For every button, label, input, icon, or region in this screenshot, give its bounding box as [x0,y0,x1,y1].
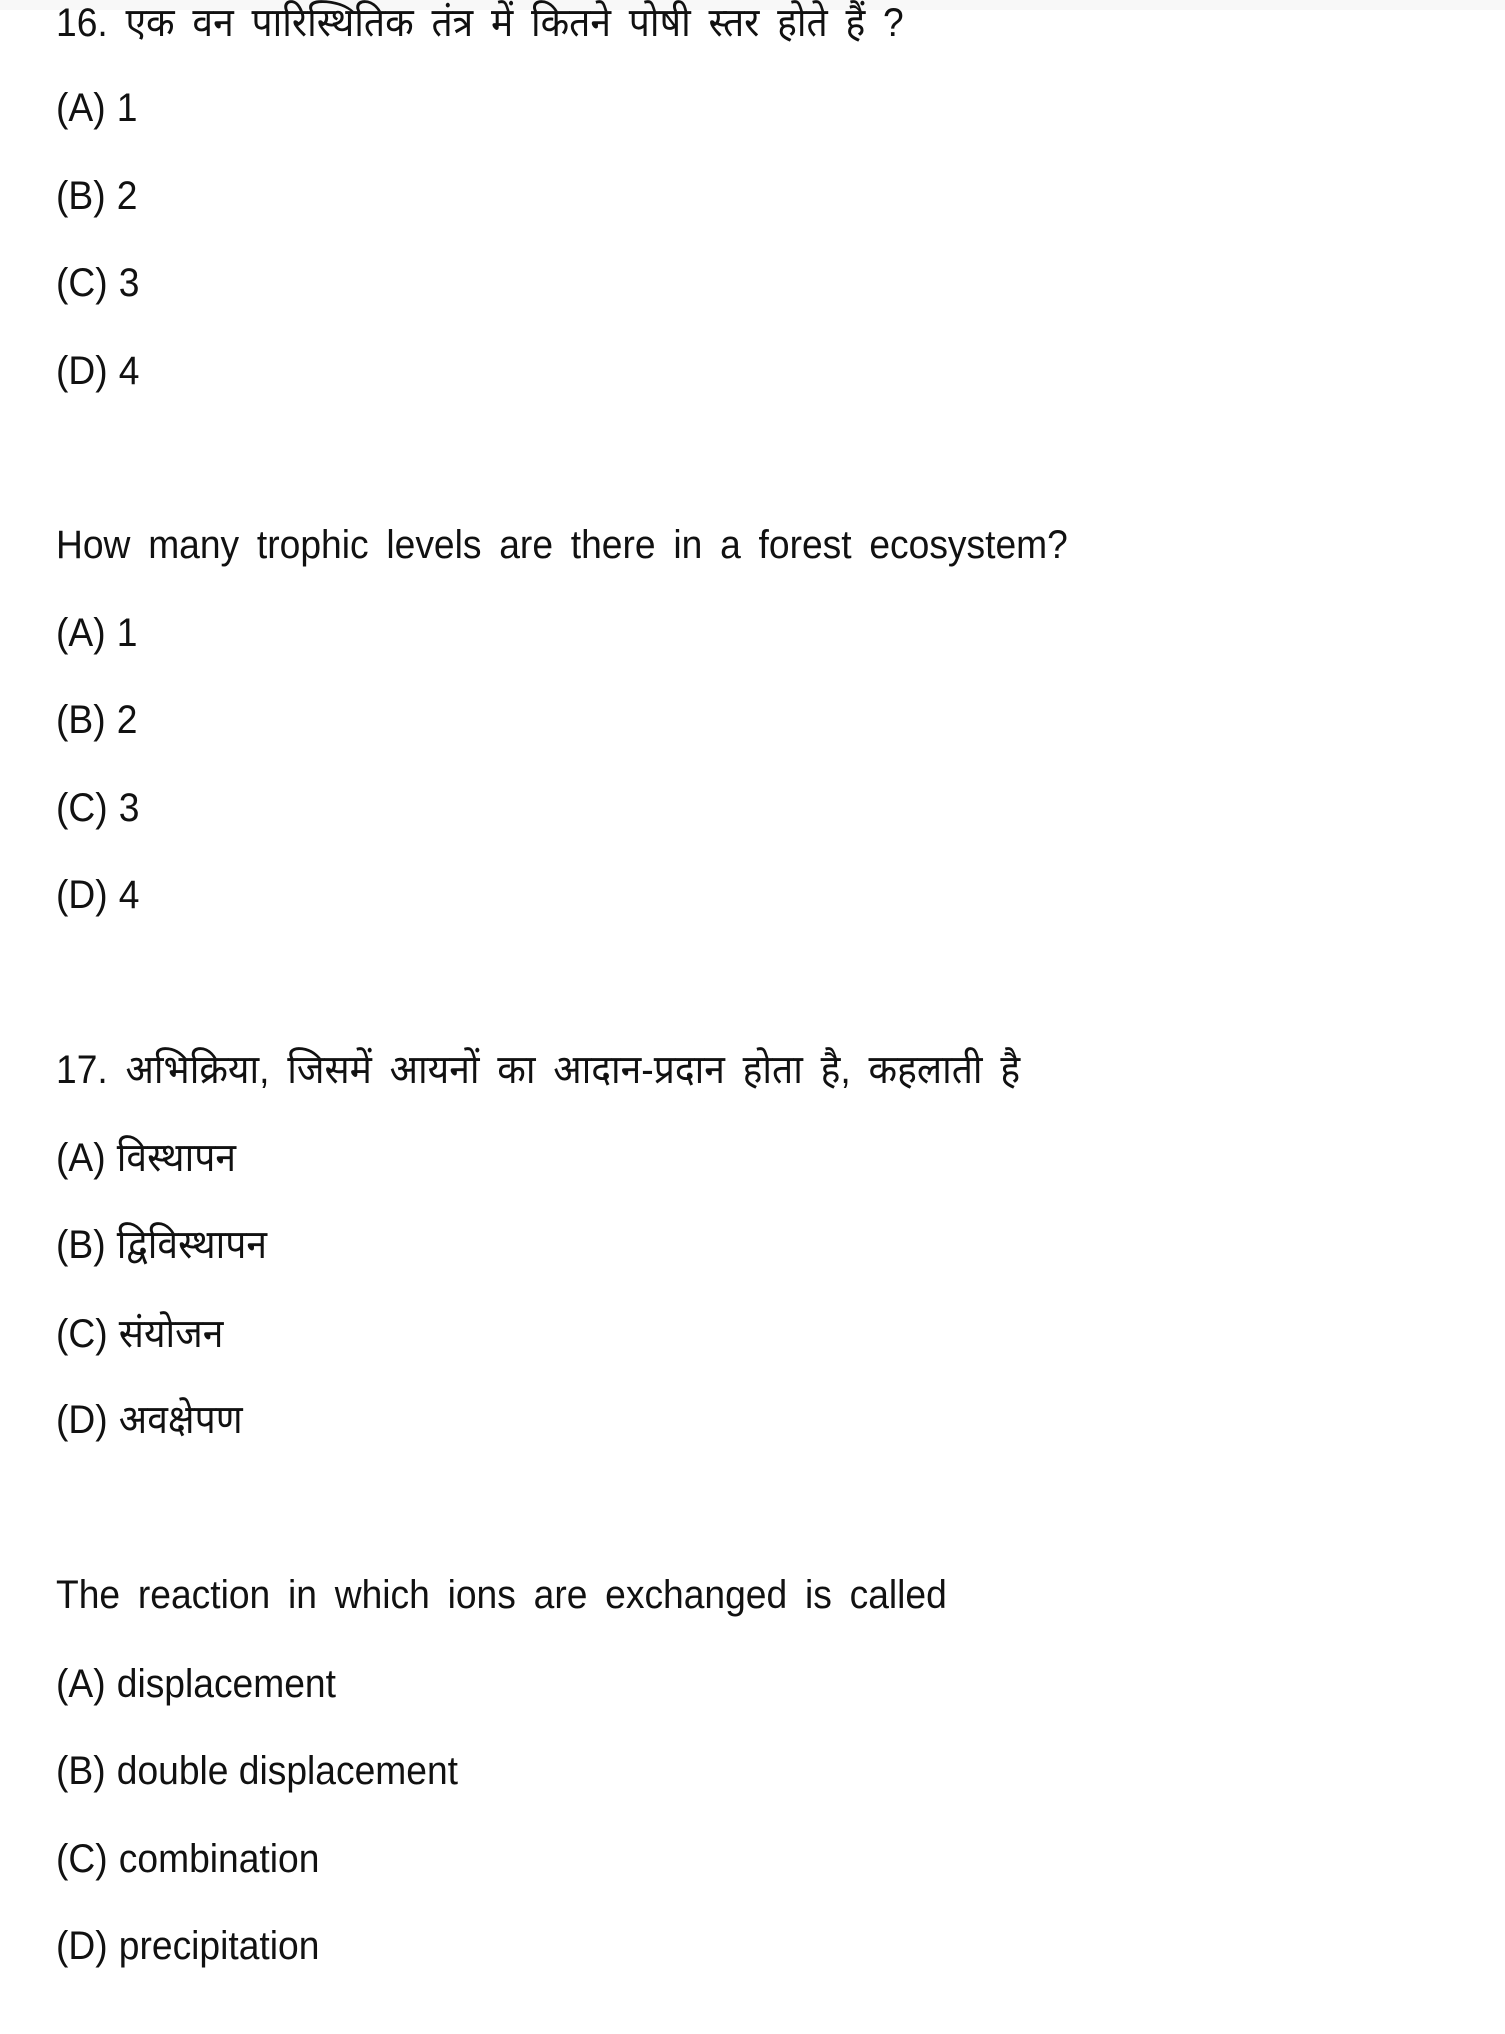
option-text: विस्थापन [116,1136,236,1180]
option-label: (A) [56,1136,106,1180]
question-17-hindi: 17. अभिक्रिया, जिसमें आयनों का आदान-प्रदान होता है, कहलाती है [56,1048,1021,1092]
option-label: (D) [56,873,108,917]
option-label: (A) [56,611,106,655]
q17-hindi-option-b [56,1217,267,1273]
option-label: (C) [56,261,108,305]
option-label: (A) [56,1662,106,1706]
question-16-hindi: 16. एक वन पारिस्थितिक तंत्र में कितने पोषी स्तर होते हैं ? [56,1,904,45]
q17-hindi-option-d [56,1392,243,1448]
q16-english-option-c [56,780,139,836]
option-text: 2 [116,174,138,218]
q16-english-option-a [56,605,137,661]
option-text: displacement [116,1662,336,1706]
option-text: 1 [116,86,138,130]
q17-hindi-option-a [56,1130,236,1186]
option-label: (C) [56,1312,108,1356]
q16-hindi-option-b [56,168,137,224]
option-label: (B) [56,698,106,742]
q17-english-option-a [56,1656,336,1712]
q16-hindi-option-c [56,255,139,311]
option-text: 2 [116,698,138,742]
q16-english-option-d [56,867,139,923]
option-label: (D) [56,1398,108,1442]
q16-hindi-option-d [56,343,139,399]
q17-english-option-d [56,1918,319,1974]
option-text: 3 [118,786,140,830]
question-17-english: The reaction in which ions are exchanged is called [56,1573,947,1617]
q16-hindi-option-a [56,80,137,136]
option-label: (D) [56,349,108,393]
option-text: precipitation [118,1924,320,1968]
option-text: द्विविस्थापन [116,1223,268,1267]
option-text: double displacement [116,1749,458,1793]
option-text: 4 [118,349,140,393]
q17-english-option-b [56,1743,458,1799]
option-label: (C) [56,786,108,830]
option-text: 4 [118,873,140,917]
question-16-english: How many trophic levels are there in a forest ecosystem? [56,523,1068,567]
option-text: 1 [116,611,138,655]
q16-english-option-b [56,692,137,748]
option-label: (B) [56,174,106,218]
option-label: (C) [56,1837,108,1881]
option-text: combination [118,1837,320,1881]
option-text: 3 [118,261,140,305]
option-text: संयोजन [118,1312,224,1356]
option-label: (D) [56,1924,108,1968]
option-label: (A) [56,86,106,130]
option-label: (B) [56,1749,106,1793]
q17-hindi-option-c [56,1306,223,1362]
option-label: (B) [56,1223,106,1267]
q17-english-option-c [56,1831,319,1887]
option-text: अवक्षेपण [118,1398,243,1442]
